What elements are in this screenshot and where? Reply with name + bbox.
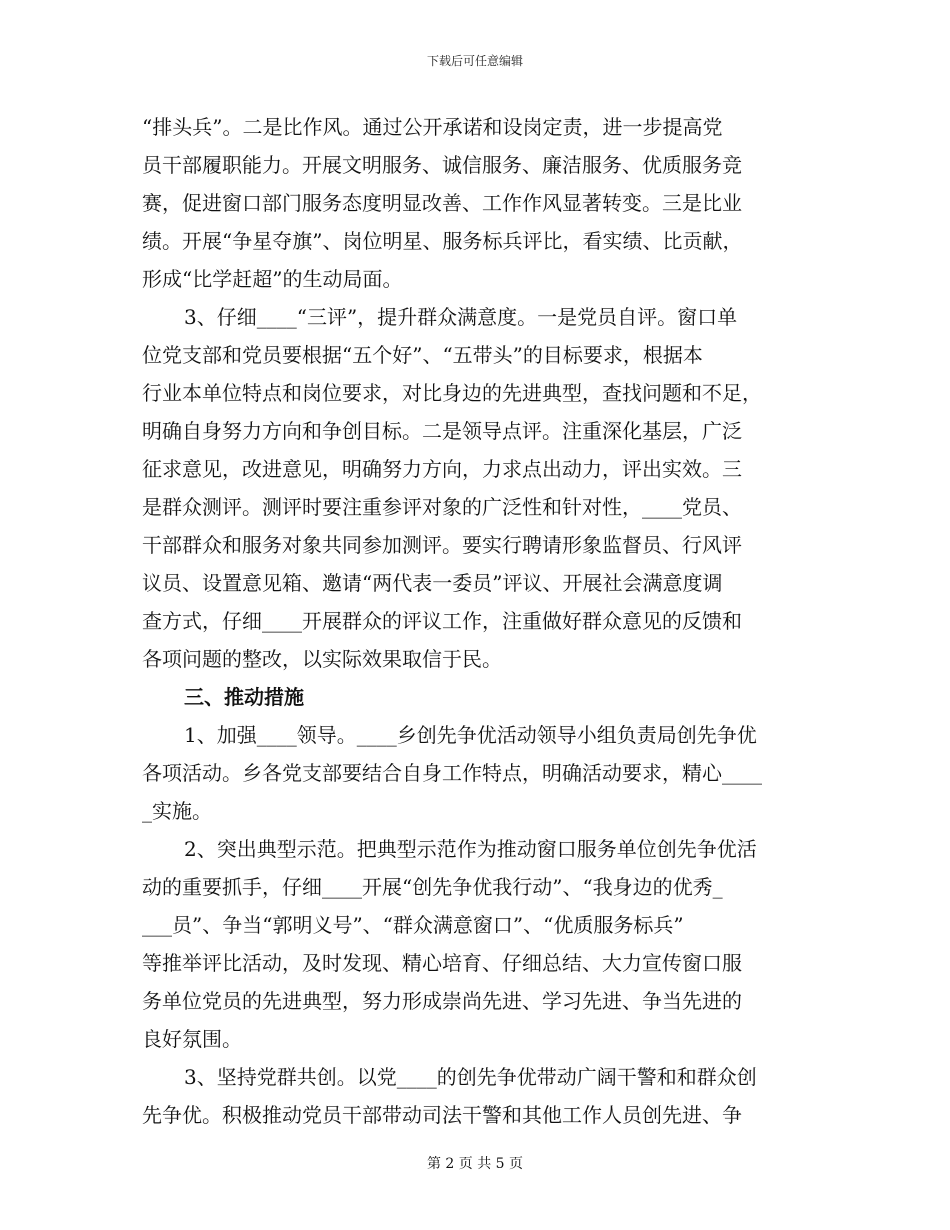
text-line: 查方式，仔细____开展群众的评议工作，注重做好群众意见的反馈和 bbox=[142, 609, 742, 633]
text-line: 绩。开展“争星夺旗”、岗位明星、服务标兵评比，看实绩、比贡献， bbox=[142, 229, 743, 253]
page-header: 下载后可任意编辑 bbox=[426, 54, 523, 68]
text-line: 行业本单位特点和岗位要求，对比身边的先进典型，查找问题和不足， bbox=[142, 381, 762, 405]
text-line: 议员、设置意见箱、邀请“两代表一委员”评议、开展社会满意度调 bbox=[142, 571, 723, 595]
text-line: 良好氛围。 bbox=[142, 1027, 242, 1051]
text-line: 征求意见，改进意见，明确努力方向，力求点出动力，评出实效。三 bbox=[142, 457, 742, 481]
text-line: 员干部履职能力。开展文明服务、诚信服务、廉洁服务、优质服务竞 bbox=[142, 153, 742, 177]
text-line: 务单位党员的先进典型，努力形成崇尚先进、学习先进、争当先进的 bbox=[142, 989, 742, 1013]
text-line: 2、突出典型示范。把典型示范作为推动窗口服务单位创先争优活 bbox=[184, 837, 757, 861]
text-line: 等推举评比活动，及时发现、精心培育、仔细总结、大力宣传窗口服 bbox=[142, 951, 742, 975]
text-line: 位党支部和党员要根据“五个好”、“五带头”的目标要求，根据本 bbox=[142, 343, 703, 367]
text-line: 形成“比学赶超”的生动局面。 bbox=[142, 267, 403, 291]
text-line: 1、加强____领导。____乡创先争优活动领导小组负责局创先争优 bbox=[184, 723, 757, 747]
text-line: 3、仔细____“三评”，提升群众满意度。一是党员自评。窗口单 bbox=[184, 305, 738, 329]
text-line: 干部群众和服务对象共同参加测评。要实行聘请形象监督员、行风评 bbox=[142, 533, 742, 557]
text-line: 各项问题的整改，以实际效果取信于民。 bbox=[142, 647, 502, 671]
text-line: 赛，促进窗口部门服务态度明显改善、工作作风显著转变。三是比业 bbox=[142, 191, 742, 215]
text-line: 是群众测评。测评时要注重参评对象的广泛性和针对性，____党员、 bbox=[142, 495, 742, 519]
text-line: 明确自身努力方向和争创目标。二是领导点评。注重深化基层，广泛 bbox=[142, 419, 742, 443]
text-line: “排头兵”。二是比作风。通过公开承诺和设岗定责，进一步提高党 bbox=[142, 115, 723, 139]
text-line: 3、坚持党群共创。以党____的创先争优带动广阔干警和和群众创 bbox=[184, 1065, 757, 1089]
text-line: ___员”、争当“郭明义号”、“群众满意窗口”、“优质服务标兵” bbox=[142, 913, 684, 937]
text-line: 先争优。积极推动党员干部带动司法干警和其他工作人员创先进、争 bbox=[142, 1103, 742, 1127]
document-body bbox=[142, 108, 810, 1134]
section-heading: 三、推动措施 bbox=[184, 685, 304, 709]
page-footer: 第 2 页 共 5 页 bbox=[426, 1156, 524, 1172]
text-line: 动的重要抓手，仔细____开展“创先争优我行动”、“我身边的优秀_ bbox=[142, 875, 723, 899]
text-line: _实施。 bbox=[142, 799, 212, 823]
text-line: 各项活动。乡各党支部要结合自身工作特点，明确活动要求，精心____ bbox=[142, 761, 762, 785]
